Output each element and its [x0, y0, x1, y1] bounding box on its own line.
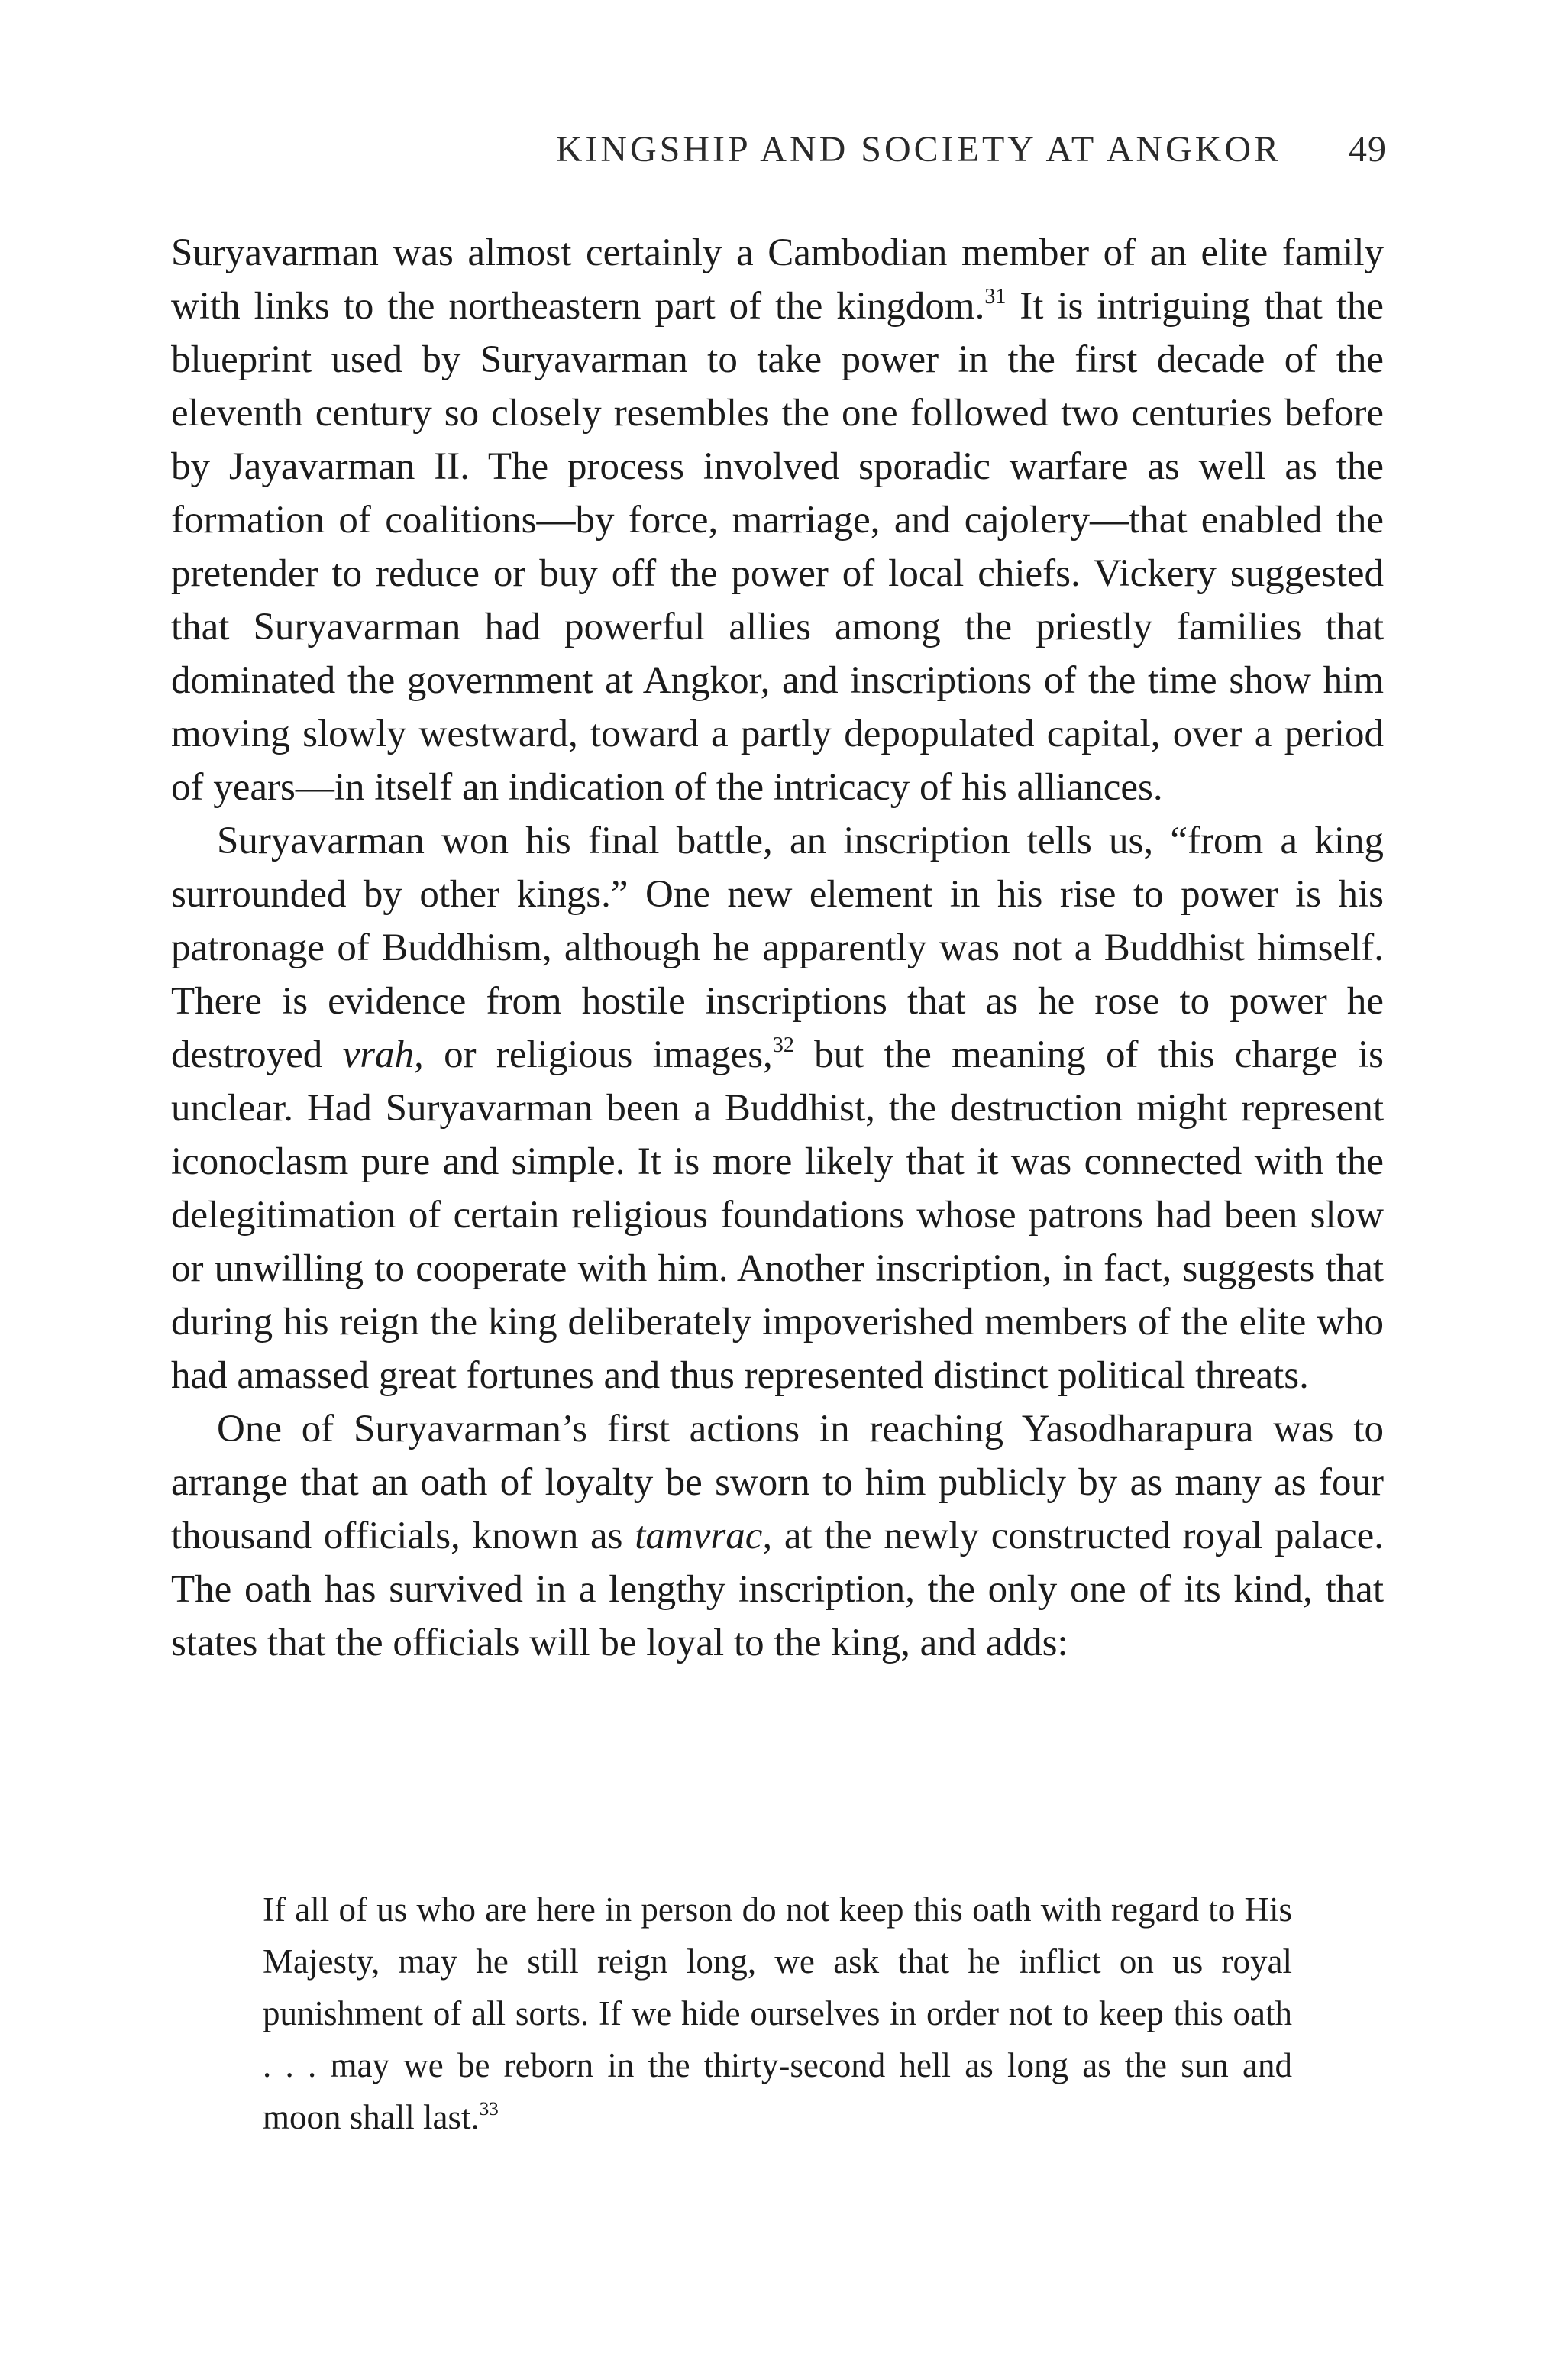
footnote-reference: 33	[479, 2099, 499, 2120]
paragraph	[171, 226, 1384, 814]
footnote-reference: 32	[772, 1033, 794, 1057]
quote-paragraph	[263, 1884, 1292, 2143]
text-run: One of Suryavarman’s first actions in reaching Yasodharapura was to arrange that an oath of loyalty be sworn to him publicly by as many as four thousand officials, known as	[171, 1408, 1384, 1557]
paragraph	[171, 814, 1384, 1402]
text-run: If all of us who are here in person do not keep this oath with regard to His Majesty, may he still reign long, we ask that he inflict on us royal punishment of all sorts. If we hide ourselves in order not to keep this oath . . . may we be reborn in the thirty-second hell as long as the sun and moon shall last.	[263, 1890, 1292, 2136]
paragraph	[171, 1402, 1384, 1670]
italic-term: vrah,	[342, 1033, 424, 1076]
running-title: KINGSHIP AND SOCIETY AT ANGKOR	[555, 129, 1281, 170]
page-header	[556, 128, 1387, 170]
text-run: Suryavarman won his final battle, an inscription tells us, “from a king surrounded by other kings.” One new element in his rise to power is his patronage of Buddhism, although he apparently was not a Buddhist himself. There is evidence from hostile inscriptions that as he rose to power he destroyed	[171, 820, 1384, 1076]
text-run: Suryavarman was almost certainly a Cambodian member of an elite family with links to the northeastern part of the kingdom.	[171, 231, 1384, 328]
italic-term: tamvrac,	[635, 1515, 773, 1557]
block-quote	[263, 1884, 1292, 2143]
text-run: at the newly constructed royal palace. The oath has survived in a lengthy inscription, the only one of its kind, that states that the officials will be loyal to the king, and adds:	[171, 1515, 1384, 1664]
text-run: but the meaning of this charge is unclear. Had Suryavarman been a Buddhist, the destruction might represent iconoclasm pure and simple. It is more likely that it was connected with the delegitimation of certain religious foundations whose patrons had been slow or unwilling to cooperate with him. Another inscription, in fact, suggests that during his reign the king deliberately impoverished members of the elite who had amassed great fortunes and thus represented distinct political threats.	[171, 1033, 1385, 1397]
text-run: or religious images,	[423, 1033, 773, 1076]
body-text	[171, 226, 1384, 1670]
text-run: It is intriguing that the blueprint used by Suryavarman to take power in the first decade of the eleventh century so closely resembles the one followed two centuries before by Jayavarman II. The process involved sporadic warfare as well as the formation of coalitions—by force, marriage, and cajolery—that enabled the pretender to reduce or buy off the power of local chiefs. Vickery suggested that Suryavarman had powerful allies among the priestly families that dominated the government at Angkor, and inscriptions of the time show him moving slowly westward, toward a partly depopulated capital, over a period of years—in itself an indication of the intricacy of his alliances.	[171, 285, 1384, 809]
page-number: 49	[1349, 129, 1387, 170]
footnote-reference: 31	[984, 285, 1007, 309]
